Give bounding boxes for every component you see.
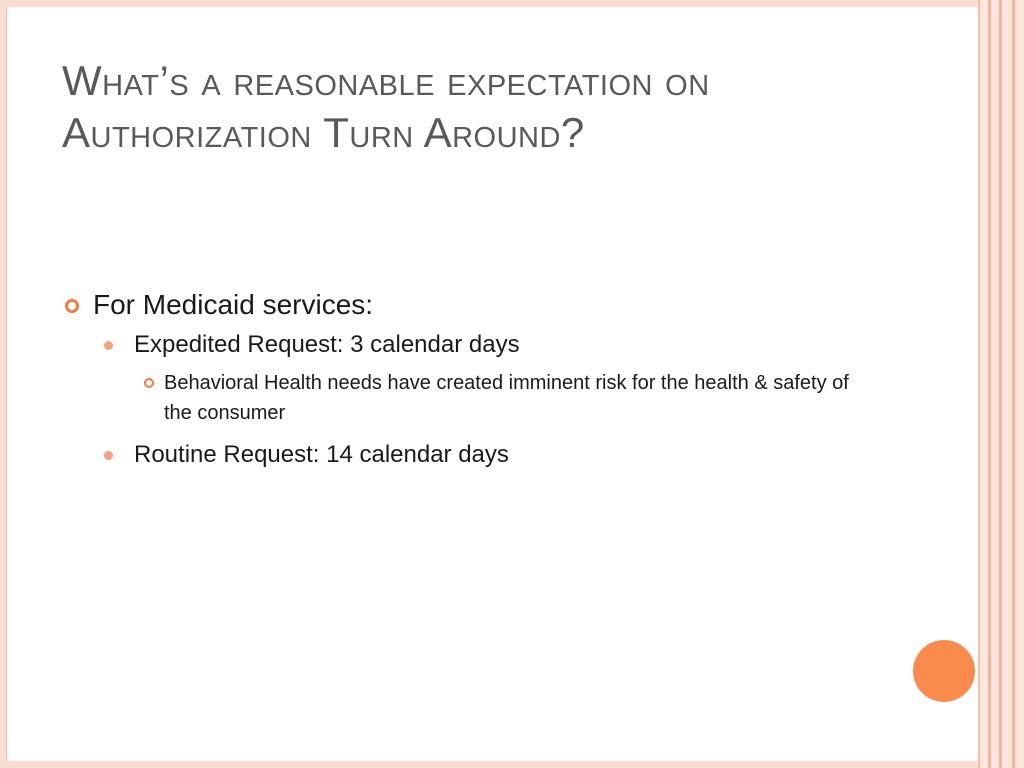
bullet-text: Behavioral Health needs have created imminent risk for the health & safety of the consumer <box>164 372 849 424</box>
dot-bullet-icon <box>104 341 113 350</box>
bullet-level3-behavioral <box>62 368 864 428</box>
bullet-level2-routine <box>62 440 942 470</box>
slide-content <box>62 286 942 478</box>
bullet-level2-expedited <box>62 330 942 360</box>
frame-left-line <box>6 7 7 761</box>
decorative-circle <box>913 640 975 702</box>
bullet-text: Routine Request: 14 calendar days <box>134 441 509 468</box>
dot-bullet-icon <box>104 451 113 460</box>
bullet-text: Expedited Request: 3 calendar days <box>134 331 520 358</box>
right-stripe <box>1002 0 1012 768</box>
right-stripe <box>980 0 988 768</box>
bullet-text: For Medicaid services: <box>93 289 374 320</box>
ring-bullet-icon <box>65 299 79 313</box>
title-line-1: What’s a reasonable expectation on <box>62 57 710 104</box>
right-stripe <box>1015 0 1024 768</box>
bullet-level1-medicaid <box>62 286 942 324</box>
title-line-2: Authorization Turn Around? <box>62 109 585 156</box>
frame-bottom <box>0 761 978 768</box>
frame-top <box>0 0 978 7</box>
right-stripe <box>991 0 999 768</box>
slide-title <box>62 55 942 159</box>
ring-bullet-icon <box>144 378 154 388</box>
